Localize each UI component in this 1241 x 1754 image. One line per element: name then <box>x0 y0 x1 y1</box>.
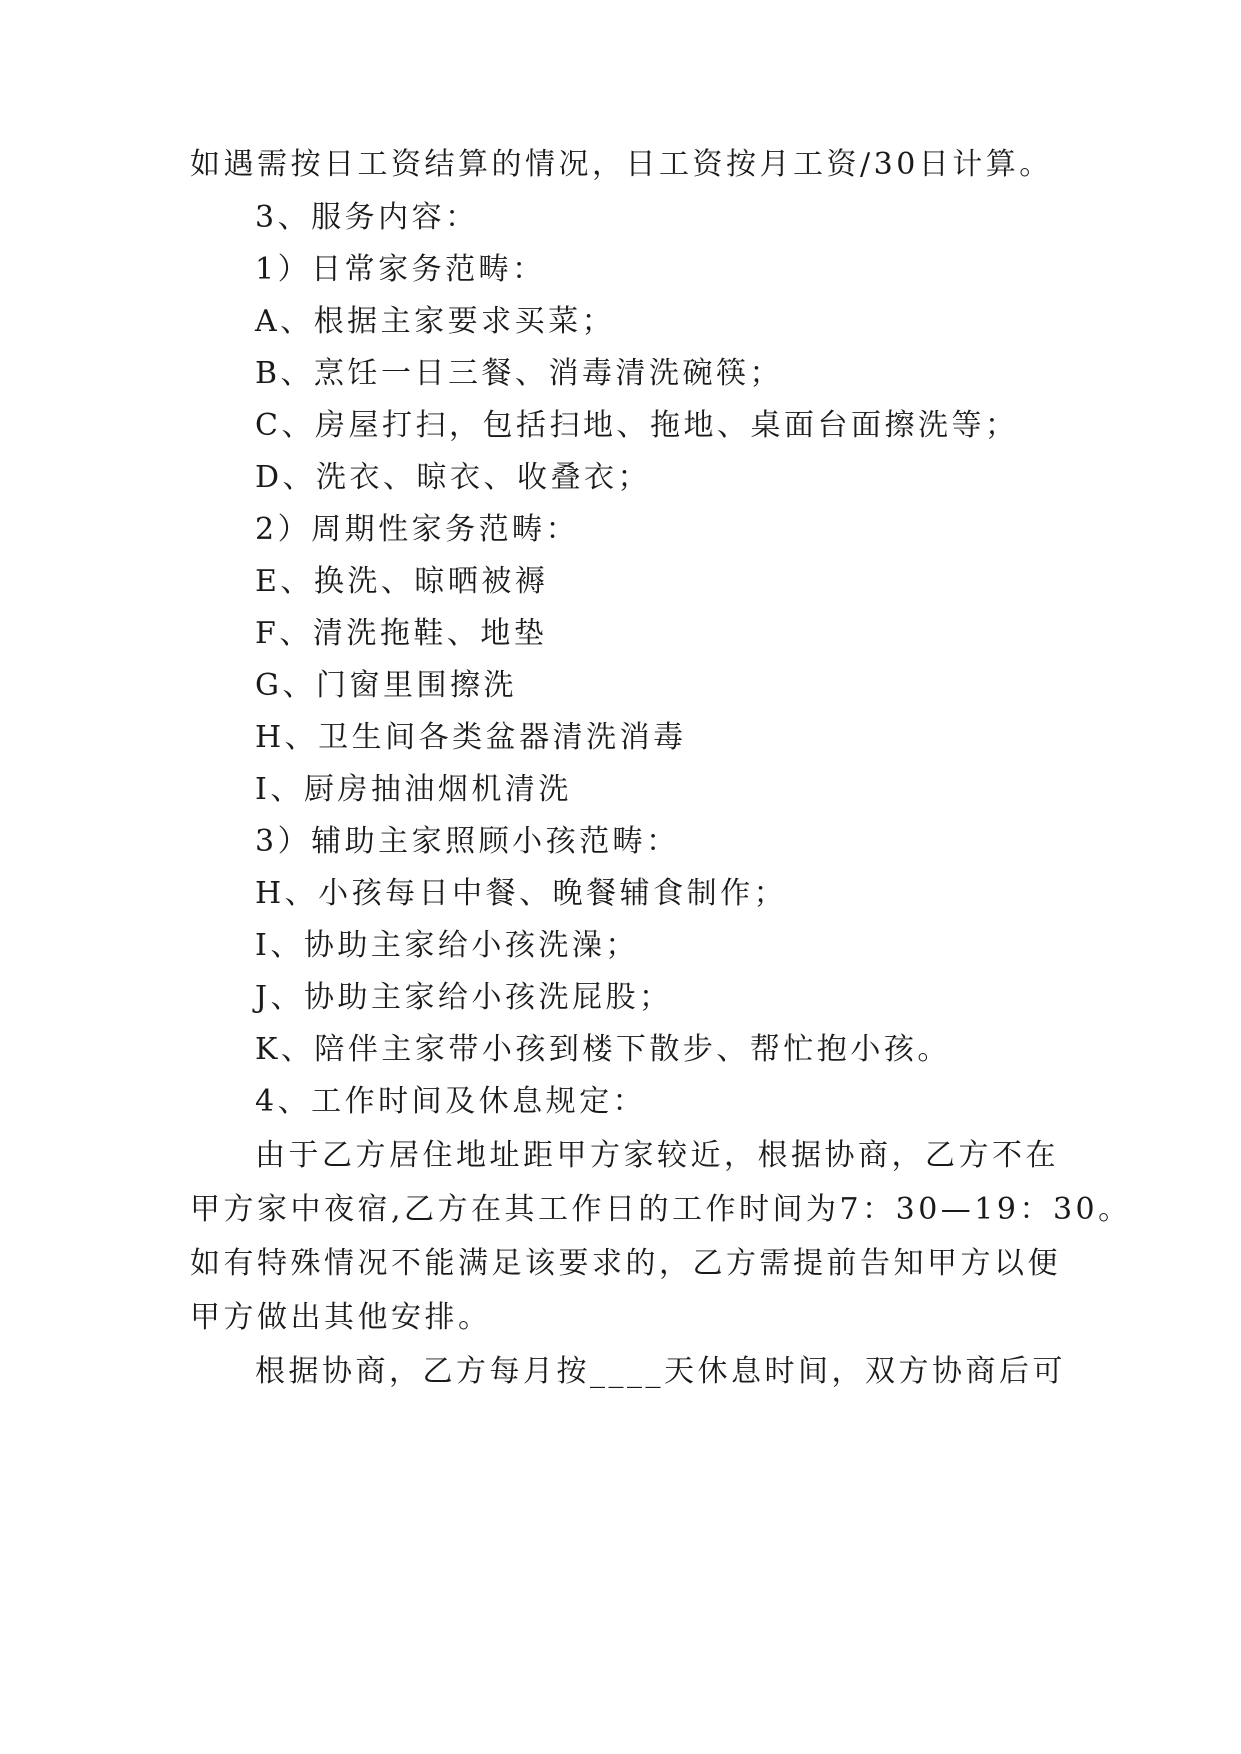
list-item: K、陪伴主家带小孩到楼下散步、帮忙抱小孩。 <box>255 1032 951 1067</box>
list-item: E、换洗、晾晒被褥 <box>255 564 549 599</box>
section-heading: 3、服务内容： <box>255 200 479 235</box>
section-heading: 4、工作时间及休息规定： <box>255 1084 647 1119</box>
list-item: C、房屋打扫，包括扫地、拖地、桌面台面擦洗等； <box>255 408 1019 443</box>
paragraph-line: 根据协商，乙方每月按____天休息时间，双方协商后可 <box>255 1354 1066 1389</box>
list-item: H、卫生间各类盆器清洗消毒 <box>255 720 687 755</box>
subsection-heading: 2）周期性家务范畴： <box>255 512 580 547</box>
list-item: D、洗衣、晾衣、收叠衣； <box>255 460 652 495</box>
list-item: I、厨房抽油烟机清洗 <box>255 772 572 807</box>
list-item: J、协助主家给小孩洗屁股； <box>255 980 673 1015</box>
list-item: F、清洗拖鞋、地垫 <box>255 616 548 651</box>
list-item: H、小孩每日中餐、晚餐辅食制作； <box>255 876 788 911</box>
paragraph-line: 甲方做出其他安排。 <box>190 1300 492 1335</box>
paragraph-line: 如有特殊情况不能满足该要求的，乙方需提前告知甲方以便 <box>190 1246 1061 1281</box>
subsection-heading: 3）辅助主家照顾小孩范畴： <box>255 824 680 859</box>
paragraph-line: 如遇需按日工资结算的情况，日工资按月工资/30日计算。 <box>190 147 1053 182</box>
list-item: I、协助主家给小孩洗澡； <box>255 928 639 963</box>
list-item: G、门窗里围擦洗 <box>255 668 517 703</box>
paragraph-line: 甲方家中夜宿,乙方在其工作日的工作时间为7：30—19：30。 <box>190 1192 1132 1227</box>
list-item: A、根据主家要求买菜； <box>255 304 616 339</box>
subsection-heading: 1）日常家务范畴： <box>255 252 546 287</box>
list-item: B、烹饪一日三餐、消毒清洗碗筷； <box>255 356 784 391</box>
paragraph-line: 由于乙方居住地址距甲方家较近，根据协商，乙方不在 <box>255 1138 1059 1173</box>
